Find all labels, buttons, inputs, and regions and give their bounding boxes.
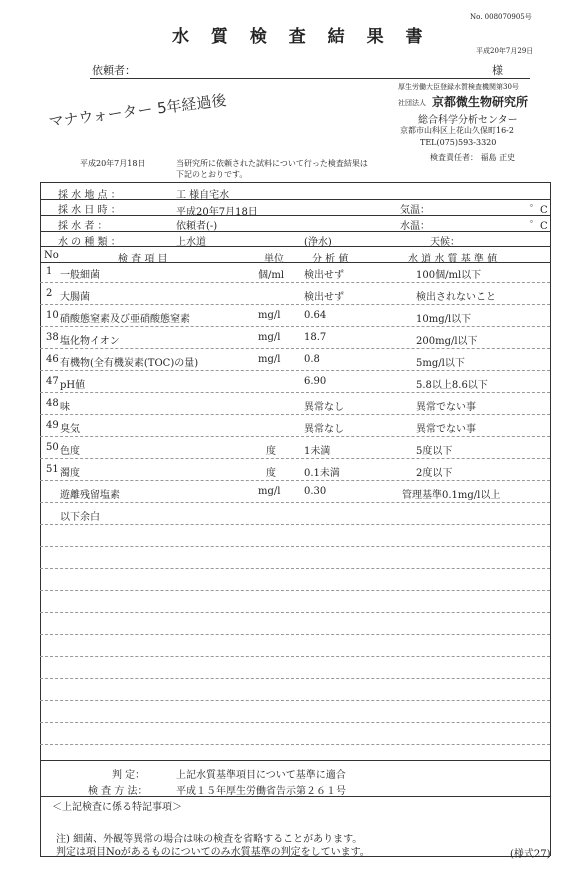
note-line-2: 判定は項目Noがあるものについてのみ水質基準の判定をしています。 — [56, 847, 370, 858]
weather-label: 天候： — [430, 237, 460, 248]
water-temp-unit: ゜C — [530, 221, 548, 232]
row-no: 46 — [46, 354, 59, 365]
row-divider — [40, 458, 550, 459]
air-temp-label: 気温： — [400, 205, 430, 216]
row-standard: 200mg/l以下 — [416, 336, 478, 347]
row-item: 濁度 — [60, 468, 80, 479]
air-temp-unit: ゜C — [530, 205, 548, 216]
row-standard: 検出されないこと — [416, 292, 496, 303]
row-standard: 管理基準0.1mg/l以上 — [402, 490, 501, 501]
col-header-standard: 水 道 水 質 基 準 値 — [408, 254, 498, 265]
requester-label: 依頼者： — [92, 64, 136, 77]
water-type-sub: (浄水) — [304, 237, 332, 248]
col-header-value: 分 析 値 — [312, 254, 349, 265]
org-address: 京都市山科区上花山久保町16-2 — [400, 126, 514, 135]
row-divider — [40, 502, 550, 503]
analysis-center: 総合科学分析センター — [418, 115, 518, 126]
divider — [40, 231, 550, 232]
col-header-unit: 単位 — [264, 254, 284, 265]
row-no: 1 — [46, 266, 53, 277]
row-no: 50 — [46, 442, 59, 453]
water-temp-label: 水温： — [400, 221, 430, 232]
row-divider — [40, 700, 550, 701]
note-line-1: 注) 細菌、外観等異常の場合は味の検査を省略することがあります。 — [56, 834, 363, 845]
inspector-name: 検査責任者： 福島 正史 — [430, 153, 516, 162]
row-value: 1未満 — [304, 446, 331, 457]
row-standard: 100個/ml以下 — [416, 270, 482, 281]
row-divider — [40, 326, 550, 327]
water-type-label: 水 の 種 類 ： — [58, 237, 121, 248]
row-unit: 度 — [266, 468, 276, 479]
row-no: 10 — [46, 310, 59, 321]
row-unit: mg/l — [258, 486, 281, 497]
intro-text-line2: 下記のとおりです。 — [176, 170, 248, 179]
row-item: 一般細菌 — [60, 270, 100, 281]
row-standard: 10mg/l以下 — [416, 314, 472, 325]
remainder-blank: 以下余白 — [60, 512, 100, 523]
row-item: 硝酸態窒素及び亜硝酸態窒素 — [60, 314, 190, 325]
row-value: 異常なし — [304, 424, 344, 435]
row-standard: 2度以下 — [416, 468, 453, 479]
row-no: 2 — [46, 288, 53, 299]
organization-name: 京都微生物研究所 — [432, 95, 529, 109]
row-value: 6.90 — [304, 376, 327, 387]
divider — [40, 215, 550, 216]
row-unit: 個/ml — [258, 270, 285, 281]
document-title: 水 質 検 査 結 果 書 — [172, 27, 431, 47]
row-divider — [40, 436, 550, 437]
water-type-value: 上水道 — [176, 237, 206, 248]
row-value: 異常なし — [304, 402, 344, 413]
row-divider — [40, 370, 550, 371]
row-item: 塩化物イオン — [60, 336, 120, 347]
datetime-value: 平成20年7月18日 — [176, 207, 258, 218]
row-divider — [40, 722, 550, 723]
row-value: 18.7 — [304, 332, 327, 343]
row-standard: 異常でない事 — [416, 402, 476, 413]
row-divider — [40, 282, 550, 283]
row-no: 47 — [46, 376, 59, 387]
row-divider — [40, 590, 550, 591]
frame-left — [40, 182, 41, 856]
row-unit: 度 — [266, 446, 276, 457]
sampler-label: 採 水 者 ： — [58, 221, 108, 232]
received-date: 平成20年7月18日 — [80, 159, 146, 168]
row-divider — [40, 392, 550, 393]
row-standard: 5度以下 — [416, 446, 453, 457]
sampler-value: 依頼者(-) — [176, 221, 218, 232]
method-value: 平成１５年厚生労働省告示第２６１号 — [176, 786, 346, 797]
row-item: 味 — [60, 402, 70, 413]
org-prefix: 社団法人 — [398, 99, 426, 107]
row-divider — [40, 348, 550, 349]
row-value: 検出せず — [304, 292, 344, 303]
row-no: 51 — [46, 464, 59, 475]
honorific: 様 — [492, 64, 503, 77]
col-header-item: 検 査 項 目 — [118, 254, 168, 265]
row-unit: mg/l — [258, 310, 281, 321]
remarks-heading: ＜上記検査に係る特記事項＞ — [52, 802, 182, 813]
requester-underline — [90, 78, 530, 79]
row-item: 遊離残留塩素 — [60, 490, 120, 501]
org-tel: TEL(075)593-3320 — [420, 138, 497, 147]
method-label: 検 査 方 法： — [88, 786, 148, 797]
row-divider — [40, 656, 550, 657]
divider — [40, 262, 550, 263]
document-number: No. 008070905号 — [470, 13, 532, 21]
intro-text-line1: 当研究所に依頼された試料について行った検査結果は — [176, 159, 368, 168]
row-item: 大腸菌 — [60, 292, 90, 303]
row-no: 38 — [46, 332, 59, 343]
handwritten-note: マナウォーター 5年経過後 — [47, 91, 228, 131]
issue-date: 平成20年7月29日 — [476, 47, 534, 55]
frame-right — [550, 182, 551, 856]
row-standard: 5.8以上8.6以下 — [416, 380, 488, 391]
row-item: 色度 — [60, 446, 80, 457]
divider — [40, 246, 550, 247]
row-divider — [40, 524, 550, 525]
row-value: 0.64 — [304, 310, 327, 321]
row-divider — [40, 678, 550, 679]
row-divider — [40, 546, 550, 547]
row-divider — [40, 304, 550, 305]
frame-top — [40, 182, 550, 183]
location-value: 工 様自宅水 — [176, 190, 230, 201]
row-value: 0.8 — [304, 354, 320, 365]
row-divider — [40, 414, 550, 415]
location-label: 採 水 地 点 ： — [58, 190, 121, 201]
row-no: 48 — [46, 398, 59, 409]
row-unit: mg/l — [258, 354, 281, 365]
row-divider — [40, 634, 550, 635]
datetime-label: 採 水 日 時 ： — [58, 205, 121, 216]
row-standard: 異常でない事 — [416, 424, 476, 435]
row-divider — [40, 744, 550, 745]
row-item: 有機物(全有機炭素(TOC)の量) — [60, 358, 199, 369]
row-standard: 5mg/l以下 — [416, 358, 465, 369]
row-value: 0.30 — [304, 486, 327, 497]
row-divider — [40, 480, 550, 481]
judgement-value: 上記水質基準項目について基準に適合 — [176, 770, 346, 781]
footer-divider — [40, 760, 550, 761]
form-number: (様式27) — [510, 849, 551, 860]
footer-divider-2 — [40, 796, 550, 797]
row-no: 49 — [46, 420, 59, 431]
row-value: 0.1未満 — [304, 468, 340, 479]
row-divider — [40, 568, 550, 569]
row-item: pH値 — [60, 380, 86, 391]
judgement-label: 判 定： — [112, 770, 146, 781]
registration-text: 厚生労働大臣登録水質検査機関第30号 — [398, 83, 519, 91]
row-item: 臭気 — [60, 424, 80, 435]
divider — [40, 199, 550, 200]
row-value: 検出せず — [304, 270, 344, 281]
row-unit: mg/l — [258, 332, 281, 343]
col-header-no: No — [44, 250, 59, 261]
row-divider — [40, 612, 550, 613]
